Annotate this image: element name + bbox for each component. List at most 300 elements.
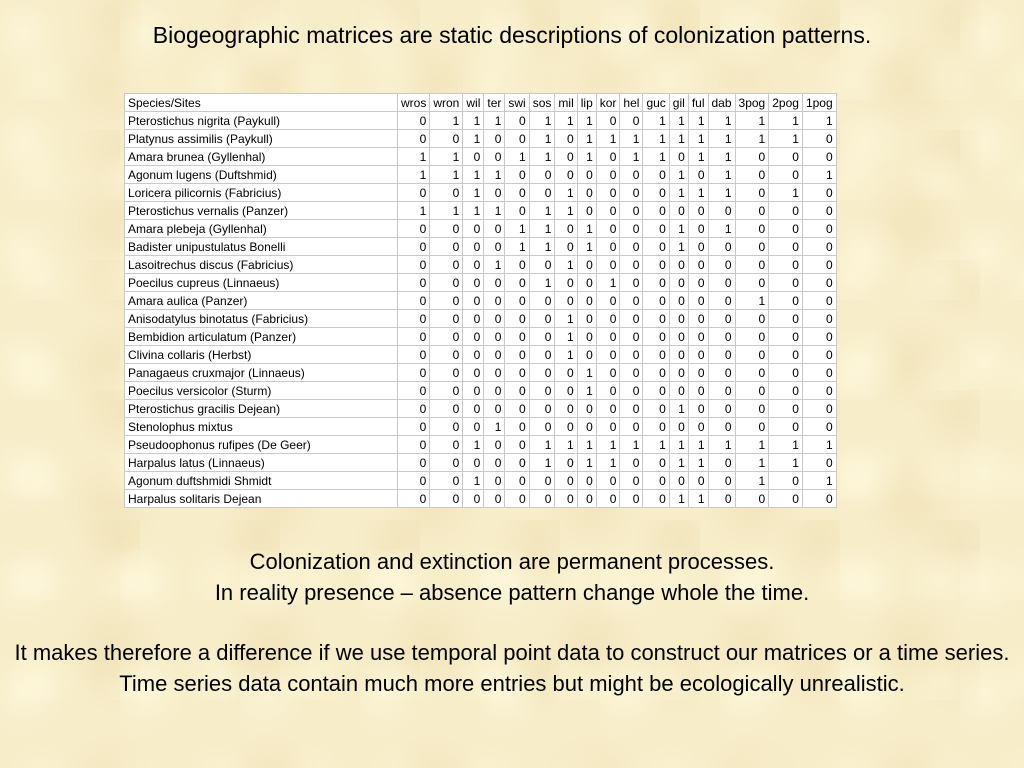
presence-cell: 0	[735, 166, 769, 184]
presence-cell: 1	[484, 166, 505, 184]
presence-cell: 0	[463, 310, 484, 328]
presence-cell: 1	[669, 436, 688, 454]
presence-cell: 0	[430, 292, 463, 310]
presence-cell: 0	[688, 256, 708, 274]
presence-cell: 0	[620, 202, 643, 220]
presence-cell: 1	[769, 112, 803, 130]
presence-cell: 1	[529, 130, 555, 148]
presence-cell: 0	[398, 328, 430, 346]
header-site-hel: hel	[620, 94, 643, 112]
presence-cell: 1	[398, 148, 430, 166]
species-name-cell: Clivina collaris (Herbst)	[125, 346, 398, 364]
presence-cell: 0	[769, 346, 803, 364]
presence-cell: 0	[708, 418, 735, 436]
presence-cell: 1	[555, 202, 577, 220]
table-row	[125, 418, 837, 436]
presence-cell: 0	[596, 328, 620, 346]
presence-cell: 0	[577, 166, 596, 184]
presence-cell: 0	[577, 400, 596, 418]
presence-cell: 0	[484, 148, 505, 166]
presence-cell: 0	[802, 292, 836, 310]
presence-cell: 1	[430, 148, 463, 166]
note-line-1: Colonization and extinction are permanent processes.	[249, 549, 775, 574]
presence-cell: 1	[643, 130, 669, 148]
presence-cell: 0	[555, 418, 577, 436]
presence-cell: 1	[484, 112, 505, 130]
presence-cell: 0	[669, 328, 688, 346]
slide-title: Biogeographic matrices are static descriptions of colonization patterns.	[152, 22, 872, 48]
presence-cell: 1	[688, 112, 708, 130]
presence-cell: 0	[596, 238, 620, 256]
presence-cell: 0	[802, 148, 836, 166]
presence-cell: 0	[620, 274, 643, 292]
presence-cell: 0	[596, 400, 620, 418]
presence-cell: 1	[577, 382, 596, 400]
presence-cell: 0	[430, 364, 463, 382]
species-name-cell: Harpalus solitaris Dejean	[125, 490, 398, 508]
presence-cell: 0	[484, 238, 505, 256]
presence-cell: 1	[463, 112, 484, 130]
presence-cell: 0	[463, 364, 484, 382]
presence-cell: 1	[529, 220, 555, 238]
presence-cell: 1	[802, 112, 836, 130]
presence-cell: 1	[669, 490, 688, 508]
presence-cell: 0	[596, 292, 620, 310]
species-name-cell: Poecilus cupreus (Linnaeus)	[125, 274, 398, 292]
header-site-ter: ter	[484, 94, 505, 112]
presence-cell: 0	[398, 112, 430, 130]
presence-cell: 1	[620, 148, 643, 166]
presence-cell: 0	[430, 490, 463, 508]
presence-cell: 0	[398, 184, 430, 202]
presence-cell: 0	[769, 238, 803, 256]
presence-cell: 0	[643, 382, 669, 400]
presence-cell: 0	[398, 346, 430, 364]
presence-cell: 1	[735, 130, 769, 148]
presence-cell: 0	[735, 364, 769, 382]
presence-cell: 0	[505, 490, 529, 508]
presence-cell: 0	[555, 166, 577, 184]
presence-cell: 1	[555, 346, 577, 364]
presence-cell: 0	[643, 328, 669, 346]
presence-cell: 1	[577, 130, 596, 148]
presence-cell: 0	[398, 220, 430, 238]
presence-cell: 0	[463, 490, 484, 508]
presence-cell: 1	[463, 130, 484, 148]
species-name-cell: Poecilus versicolor (Sturm)	[125, 382, 398, 400]
presence-cell: 0	[398, 436, 430, 454]
presence-cell: 0	[735, 400, 769, 418]
presence-cell: 0	[555, 490, 577, 508]
presence-cell: 1	[430, 112, 463, 130]
presence-cell: 1	[577, 238, 596, 256]
presence-cell: 0	[643, 220, 669, 238]
presence-cell: 0	[430, 328, 463, 346]
presence-cell: 0	[529, 346, 555, 364]
table-row	[125, 436, 837, 454]
table-row	[125, 130, 837, 148]
presence-cell: 0	[620, 364, 643, 382]
presence-cell: 1	[669, 184, 688, 202]
presence-cell: 0	[505, 418, 529, 436]
species-name-cell: Pterostichus vernalis (Panzer)	[125, 202, 398, 220]
presence-cell: 0	[620, 238, 643, 256]
presence-cell: 0	[620, 112, 643, 130]
presence-cell: 0	[463, 238, 484, 256]
presence-cell: 0	[688, 382, 708, 400]
presence-cell: 0	[529, 292, 555, 310]
presence-cell: 0	[463, 400, 484, 418]
presence-cell: 0	[430, 310, 463, 328]
matrix-table-container	[124, 93, 837, 508]
presence-cell: 1	[577, 112, 596, 130]
presence-cell: 0	[735, 382, 769, 400]
presence-cell: 0	[505, 328, 529, 346]
presence-cell: 0	[398, 454, 430, 472]
presence-cell: 0	[708, 256, 735, 274]
species-name-cell: Anisodatylus binotatus (Fabricius)	[125, 310, 398, 328]
presence-cell: 0	[769, 256, 803, 274]
presence-cell: 1	[596, 454, 620, 472]
presence-cell: 1	[505, 148, 529, 166]
presence-cell: 1	[577, 364, 596, 382]
presence-cell: 0	[505, 184, 529, 202]
header-site-wil: wil	[463, 94, 484, 112]
presence-cell: 0	[802, 274, 836, 292]
presence-cell: 0	[529, 310, 555, 328]
table-row	[125, 382, 837, 400]
species-name-cell: Lasoitrechus discus (Fabricius)	[125, 256, 398, 274]
presence-cell: 0	[735, 256, 769, 274]
presence-cell: 0	[529, 184, 555, 202]
presence-cell: 0	[620, 166, 643, 184]
presence-cell: 0	[669, 202, 688, 220]
presence-cell: 0	[430, 238, 463, 256]
presence-cell: 0	[463, 418, 484, 436]
presence-cell: 0	[708, 490, 735, 508]
presence-cell: 0	[505, 292, 529, 310]
presence-cell: 1	[802, 166, 836, 184]
presence-cell: 1	[555, 112, 577, 130]
presence-cell: 1	[555, 310, 577, 328]
presence-cell: 1	[529, 148, 555, 166]
presence-cell: 0	[484, 328, 505, 346]
presence-cell: 0	[596, 364, 620, 382]
presence-cell: 0	[398, 274, 430, 292]
presence-cell: 1	[708, 148, 735, 166]
presence-cell: 0	[769, 274, 803, 292]
presence-cell: 0	[529, 472, 555, 490]
presence-cell: 0	[802, 220, 836, 238]
presence-cell: 0	[555, 220, 577, 238]
header-site-1pog: 1pog	[802, 94, 836, 112]
presence-cell: 1	[708, 166, 735, 184]
presence-cell: 0	[802, 328, 836, 346]
header-site-sos: sos	[529, 94, 555, 112]
presence-cell: 0	[802, 202, 836, 220]
presence-cell: 1	[555, 256, 577, 274]
presence-cell: 0	[398, 310, 430, 328]
presence-cell: 0	[529, 256, 555, 274]
presence-cell: 0	[505, 400, 529, 418]
presence-cell: 0	[688, 400, 708, 418]
presence-cell: 0	[596, 382, 620, 400]
presence-cell: 0	[505, 202, 529, 220]
presence-cell: 0	[643, 346, 669, 364]
presence-cell: 0	[555, 292, 577, 310]
presence-cell: 1	[669, 238, 688, 256]
presence-cell: 0	[735, 202, 769, 220]
note-line-2: In reality presence – absence pattern change whole the time.	[214, 579, 810, 605]
presence-cell: 0	[505, 256, 529, 274]
presence-cell: 1	[463, 202, 484, 220]
presence-cell: 0	[769, 490, 803, 508]
presence-cell: 0	[529, 364, 555, 382]
presence-cell: 0	[669, 382, 688, 400]
species-name-cell: Panagaeus cruxmajor (Linnaeus)	[125, 364, 398, 382]
presence-cell: 0	[769, 292, 803, 310]
presence-cell: 1	[529, 274, 555, 292]
presence-cell: 1	[669, 400, 688, 418]
presence-cell: 0	[529, 166, 555, 184]
presence-cell: 0	[484, 364, 505, 382]
header-site-guc: guc	[643, 94, 669, 112]
table-row	[125, 310, 837, 328]
presence-cell: 0	[430, 400, 463, 418]
presence-cell: 0	[484, 454, 505, 472]
presence-cell: 0	[529, 418, 555, 436]
presence-cell: 0	[735, 346, 769, 364]
presence-cell: 0	[484, 436, 505, 454]
presence-cell: 0	[555, 364, 577, 382]
presence-cell: 0	[802, 238, 836, 256]
presence-cell: 1	[596, 274, 620, 292]
presence-cell: 0	[505, 436, 529, 454]
table-row	[125, 202, 837, 220]
presence-cell: 0	[430, 346, 463, 364]
presence-cell: 0	[802, 346, 836, 364]
presence-cell: 1	[643, 112, 669, 130]
presence-cell: 0	[484, 382, 505, 400]
presence-cell: 1	[529, 202, 555, 220]
presence-cell: 1	[735, 292, 769, 310]
presence-cell: 0	[577, 418, 596, 436]
presence-cell: 1	[769, 454, 803, 472]
species-site-matrix	[124, 93, 837, 508]
presence-cell: 0	[688, 202, 708, 220]
species-name-cell: Platynus assimilis (Paykull)	[125, 130, 398, 148]
table-body	[125, 112, 837, 508]
presence-cell: 0	[688, 346, 708, 364]
presence-cell: 1	[430, 166, 463, 184]
presence-cell: 0	[643, 256, 669, 274]
presence-cell: 0	[688, 328, 708, 346]
presence-cell: 0	[735, 220, 769, 238]
presence-cell: 0	[669, 472, 688, 490]
presence-cell: 0	[463, 274, 484, 292]
presence-cell: 1	[669, 454, 688, 472]
presence-cell: 0	[669, 148, 688, 166]
presence-cell: 1	[484, 202, 505, 220]
presence-cell: 0	[620, 382, 643, 400]
presence-cell: 1	[735, 112, 769, 130]
presence-cell: 0	[688, 310, 708, 328]
presence-cell: 0	[596, 256, 620, 274]
presence-cell: 0	[484, 130, 505, 148]
presence-cell: 0	[708, 292, 735, 310]
presence-cell: 1	[463, 166, 484, 184]
presence-cell: 0	[620, 292, 643, 310]
presence-cell: 0	[688, 418, 708, 436]
note-line-4: Time series data contain much more entries but might be ecologically unrealistic.	[119, 670, 905, 696]
header-site-gil: gil	[669, 94, 688, 112]
presence-cell: 0	[398, 238, 430, 256]
presence-cell: 0	[643, 472, 669, 490]
presence-cell: 0	[620, 256, 643, 274]
presence-cell: 0	[430, 256, 463, 274]
presence-cell: 1	[398, 202, 430, 220]
presence-cell: 1	[708, 184, 735, 202]
table-row	[125, 274, 837, 292]
presence-cell: 0	[688, 472, 708, 490]
presence-cell: 0	[802, 454, 836, 472]
presence-cell: 0	[555, 454, 577, 472]
presence-cell: 0	[398, 256, 430, 274]
presence-cell: 1	[484, 256, 505, 274]
presence-cell: 1	[577, 454, 596, 472]
presence-cell: 0	[708, 472, 735, 490]
presence-cell: 0	[555, 274, 577, 292]
presence-cell: 0	[398, 364, 430, 382]
presence-cell: 1	[555, 184, 577, 202]
presence-cell: 0	[529, 400, 555, 418]
table-row	[125, 166, 837, 184]
presence-cell: 0	[669, 418, 688, 436]
presence-cell: 0	[688, 274, 708, 292]
presence-cell: 0	[669, 346, 688, 364]
presence-cell: 1	[555, 436, 577, 454]
presence-cell: 0	[430, 382, 463, 400]
presence-cell: 0	[735, 418, 769, 436]
species-name-cell: Amara brunea (Gyllenhal)	[125, 148, 398, 166]
slide-notes	[0, 547, 1024, 699]
presence-cell: 0	[398, 472, 430, 490]
presence-cell: 0	[577, 328, 596, 346]
presence-cell: 0	[505, 112, 529, 130]
presence-cell: 1	[688, 130, 708, 148]
presence-cell: 0	[577, 472, 596, 490]
presence-cell: 0	[555, 472, 577, 490]
presence-cell: 0	[735, 238, 769, 256]
presence-cell: 0	[769, 166, 803, 184]
presence-cell: 1	[769, 130, 803, 148]
presence-cell: 0	[688, 364, 708, 382]
presence-cell: 0	[484, 274, 505, 292]
presence-cell: 0	[430, 130, 463, 148]
presence-cell: 0	[769, 310, 803, 328]
presence-cell: 0	[688, 238, 708, 256]
presence-cell: 0	[596, 148, 620, 166]
presence-cell: 0	[577, 490, 596, 508]
presence-cell: 0	[430, 184, 463, 202]
presence-cell: 1	[620, 436, 643, 454]
presence-cell: 1	[688, 148, 708, 166]
presence-cell: 0	[398, 490, 430, 508]
species-name-cell: Agonum lugens (Duftshmid)	[125, 166, 398, 184]
presence-cell: 0	[484, 490, 505, 508]
presence-cell: 0	[529, 490, 555, 508]
presence-cell: 0	[398, 130, 430, 148]
presence-cell: 0	[577, 274, 596, 292]
presence-cell: 0	[505, 274, 529, 292]
presence-cell: 0	[577, 346, 596, 364]
presence-cell: 0	[555, 238, 577, 256]
presence-cell: 0	[620, 310, 643, 328]
presence-cell: 1	[708, 130, 735, 148]
table-row	[125, 292, 837, 310]
presence-cell: 1	[398, 166, 430, 184]
presence-cell: 0	[398, 292, 430, 310]
presence-cell: 0	[620, 220, 643, 238]
presence-cell: 0	[735, 148, 769, 166]
presence-cell: 0	[769, 472, 803, 490]
presence-cell: 0	[802, 184, 836, 202]
presence-cell: 0	[735, 184, 769, 202]
presence-cell: 1	[688, 490, 708, 508]
species-name-cell: Pterostichus nigrita (Paykull)	[125, 112, 398, 130]
presence-cell: 0	[463, 148, 484, 166]
presence-cell: 1	[577, 148, 596, 166]
presence-cell: 0	[620, 490, 643, 508]
presence-cell: 0	[596, 472, 620, 490]
presence-cell: 0	[708, 346, 735, 364]
species-name-cell: Agonum duftshmidi Shmidt	[125, 472, 398, 490]
presence-cell: 0	[643, 274, 669, 292]
presence-cell: 0	[430, 472, 463, 490]
header-site-ful: ful	[688, 94, 708, 112]
presence-cell: 1	[688, 184, 708, 202]
presence-cell: 1	[596, 130, 620, 148]
presence-cell: 0	[596, 184, 620, 202]
presence-cell: 0	[769, 328, 803, 346]
presence-cell: 0	[643, 166, 669, 184]
presence-cell: 0	[484, 220, 505, 238]
presence-cell: 0	[596, 490, 620, 508]
header-site-wron: wron	[430, 94, 463, 112]
presence-cell: 0	[669, 364, 688, 382]
presence-cell: 0	[596, 310, 620, 328]
species-name-cell: Harpalus latus (Linnaeus)	[125, 454, 398, 472]
presence-cell: 0	[555, 130, 577, 148]
table-row	[125, 220, 837, 238]
presence-cell: 0	[669, 310, 688, 328]
presence-cell: 1	[505, 238, 529, 256]
presence-cell: 0	[555, 382, 577, 400]
presence-cell: 0	[643, 364, 669, 382]
presence-cell: 0	[596, 418, 620, 436]
presence-cell: 0	[577, 184, 596, 202]
presence-cell: 0	[769, 364, 803, 382]
presence-cell: 0	[688, 166, 708, 184]
species-name-cell: Amara plebeja (Gyllenhal)	[125, 220, 398, 238]
presence-cell: 0	[398, 418, 430, 436]
presence-cell: 0	[577, 310, 596, 328]
presence-cell: 0	[577, 202, 596, 220]
species-name-cell: Loricera pilicornis (Fabricius)	[125, 184, 398, 202]
header-species-sites: Species/Sites	[125, 94, 398, 112]
presence-cell: 1	[529, 436, 555, 454]
table-row	[125, 400, 837, 418]
